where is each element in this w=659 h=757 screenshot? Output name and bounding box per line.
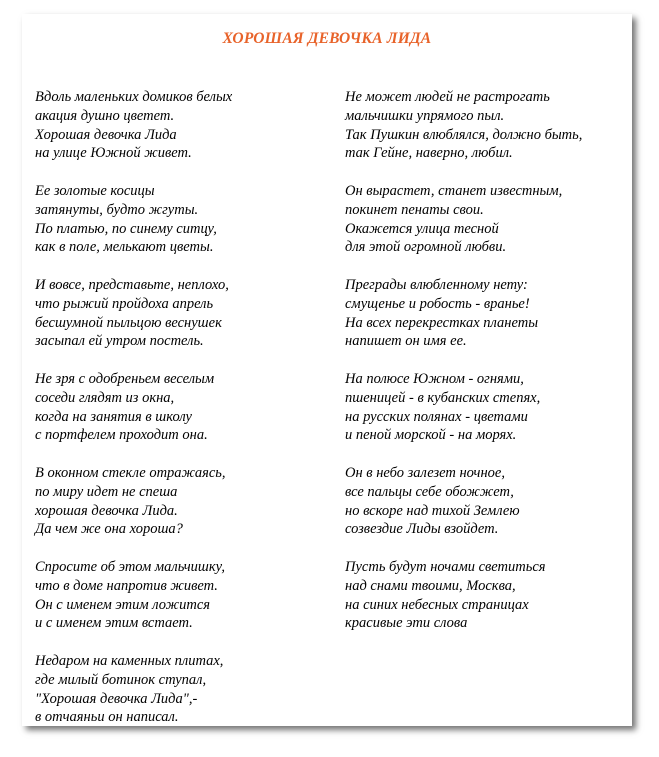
right-column xyxy=(345,88,630,652)
poem-line: созвездие Лиды взойдет. xyxy=(345,521,499,538)
poem-line: соседи глядят из окна, xyxy=(35,389,175,406)
stanza xyxy=(345,182,630,257)
poem-line: по миру идет не спеша xyxy=(35,483,178,500)
poem-line: мальчишки упрямого пыл. xyxy=(345,107,505,124)
poem-line: засыпал ей утром постель. xyxy=(35,333,204,350)
poem-line: Он в небо залезет ночное, xyxy=(345,464,505,481)
poem-line: на русских полянах - цветами xyxy=(345,408,528,425)
document-page xyxy=(22,14,632,726)
poem-line: Не может людей не растрогать xyxy=(345,89,550,105)
poem-line: хорошая девочка Лида. xyxy=(35,502,178,519)
stanza xyxy=(35,276,335,351)
stanza xyxy=(35,464,335,539)
stanza xyxy=(345,370,630,445)
poem-line: Преграды влюбленному нету: xyxy=(345,276,528,293)
poem-line: пшеницей - в кубанских степях, xyxy=(345,389,541,406)
stanza xyxy=(35,182,335,257)
poem-line: В оконном стекле отражаясь, xyxy=(35,464,226,481)
poem-line: Ее золотые косицы xyxy=(35,182,155,199)
stanza xyxy=(345,276,630,351)
poem-line: над снами твоими, Москва, xyxy=(345,577,516,594)
poem-line: Да чем же она хороша? xyxy=(35,521,183,538)
left-column xyxy=(35,88,335,746)
poem-line: в отчаяньи он написал. xyxy=(35,709,179,726)
poem-line: акация душно цветет. xyxy=(35,107,175,124)
poem-line: и пеной морской - на морях. xyxy=(345,427,517,444)
poem-line: Пусть будут ночами светиться xyxy=(345,558,546,575)
poem-line: что в доме напротив живет. xyxy=(35,577,218,594)
stanza xyxy=(35,88,335,163)
poem-line: Не зря с одобреньем веселым xyxy=(35,370,215,387)
poem-line: Вдоль маленьких домиков белых xyxy=(35,89,233,105)
poem-line: все пальцы себе обожжет, xyxy=(345,483,514,500)
poem-line: но вскоре над тихой Землею xyxy=(345,502,520,519)
poem-line: на синих небесных страницах xyxy=(345,596,529,613)
poem-title: ХОРОШАЯ ДЕВОЧКА ЛИДА xyxy=(222,30,432,47)
poem-line: Окажется улица тесной xyxy=(345,220,499,237)
poem-line: где милый ботинок ступал, xyxy=(35,671,207,688)
stanza xyxy=(35,652,335,727)
poem-line: По платью, по синему ситцу, xyxy=(35,220,217,237)
poem-line: Так Пушкин влюблялся, должно быть, xyxy=(345,126,583,143)
poem-line: на улице Южной живет. xyxy=(35,145,192,162)
poem-line: бесшумной пыльцою веснушек xyxy=(35,314,222,331)
poem-line: Он с именем этим ложится xyxy=(35,596,211,613)
poem-line: так Гейне, наверно, любил. xyxy=(345,145,513,162)
poem-line: и с именем этим встает. xyxy=(35,615,193,632)
stanza xyxy=(345,88,630,163)
poem-line: напишет он имя ее. xyxy=(345,333,467,350)
poem-line: На всех перекрестках планеты xyxy=(345,314,539,331)
stanza xyxy=(345,558,630,633)
poem-line: Спросите об этом мальчишку, xyxy=(35,558,225,575)
poem-line: что рыжий пройдоха апрель xyxy=(35,295,214,312)
poem-line: красивые эти слова xyxy=(345,615,468,632)
poem-line: для этой огромной любви. xyxy=(345,239,507,256)
poem-line: как в поле, мелькают цветы. xyxy=(35,239,214,256)
poem-line: с портфелем проходит она. xyxy=(35,427,208,444)
stanza xyxy=(345,464,630,539)
stanza xyxy=(35,558,335,633)
poem-line: покинет пенаты свои. xyxy=(345,201,484,218)
poem-line: смущенье и робость - вранье! xyxy=(345,295,530,312)
stanza xyxy=(35,370,335,445)
poem-line: затянуты, будто жгуты. xyxy=(35,201,199,218)
poem-line: Хорошая девочка Лида xyxy=(35,126,177,143)
poem-line: когда на занятия в школу xyxy=(35,408,192,425)
poem-line: И вовсе, представьте, неплохо, xyxy=(35,276,229,293)
poem-line: "Хорошая девочка Лида",- xyxy=(35,690,198,707)
poem-line: Он вырастет, станет известным, xyxy=(345,182,563,199)
poem-line: Недаром на каменных плитах, xyxy=(35,652,224,669)
poem-line: На полюсе Южном - огнями, xyxy=(345,370,524,387)
